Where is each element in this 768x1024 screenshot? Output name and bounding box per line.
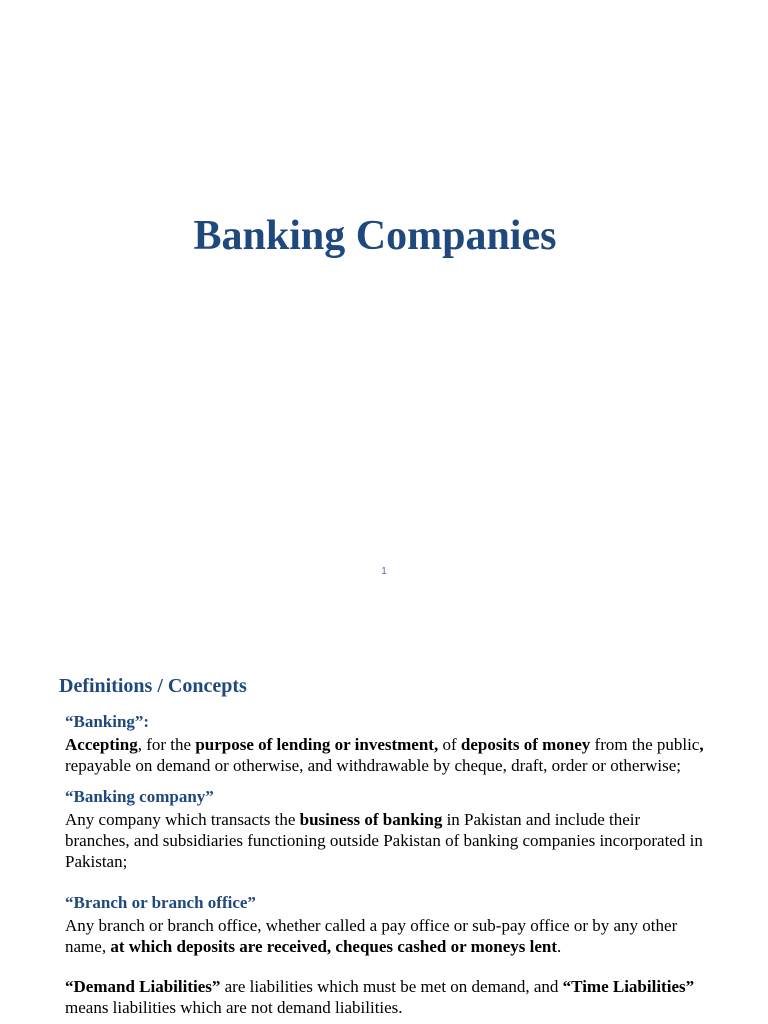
text-run: means liabilities which are not demand liabilities. <box>65 998 403 1017</box>
definition-branch-office <box>65 891 705 957</box>
text-run: repayable on demand or otherwise, and withdrawable by cheque, draft, order or otherwise; <box>65 756 682 775</box>
text-run: of <box>438 735 461 754</box>
definition-term: “Banking”: <box>65 712 150 731</box>
text-run: , for the <box>137 735 196 754</box>
bold-text-run: “Demand Liabilities” <box>65 977 221 996</box>
bold-text-run: business of banking <box>299 810 443 829</box>
page-number: 1 <box>381 566 387 577</box>
definitions-list <box>65 710 705 1018</box>
definition-demand-liabilities <box>65 976 705 1018</box>
definition-text <box>65 915 705 957</box>
bold-text-run: purpose of lending or investment, <box>195 735 439 754</box>
text-run: Any branch or branch office, whether called a pay office or sub-pay office or by any other name, <box>65 916 678 956</box>
definition-text <box>65 976 705 1018</box>
definition-text <box>65 809 705 872</box>
text-run: are liabilities which must be met on demand, and <box>220 977 563 996</box>
bold-text-run: Accepting <box>65 735 138 754</box>
definition-banking <box>65 710 705 776</box>
text-run: . <box>557 937 562 956</box>
definition-text <box>65 734 705 776</box>
page-title: Banking Companies <box>193 213 557 259</box>
definition-term: “Branch or branch office” <box>65 893 256 912</box>
text-run: Any company which transacts the <box>65 810 300 829</box>
section-heading: Definitions / Concepts <box>59 675 247 697</box>
bold-text-run: “Time Liabilities” <box>562 977 695 996</box>
definition-banking-company <box>65 785 705 872</box>
text-run: from the public <box>590 735 700 754</box>
bold-text-run: , <box>699 735 704 754</box>
definition-term: “Banking company” <box>65 787 214 806</box>
bold-text-run: deposits of money <box>460 735 591 754</box>
bold-text-run: at which deposits are received, cheques cashed or moneys lent <box>110 937 558 956</box>
text-run: in Pakistan and include their branches, and subsidiaries functioning outside Pakistan of banking companies incorporated in Pakistan; <box>65 810 703 871</box>
